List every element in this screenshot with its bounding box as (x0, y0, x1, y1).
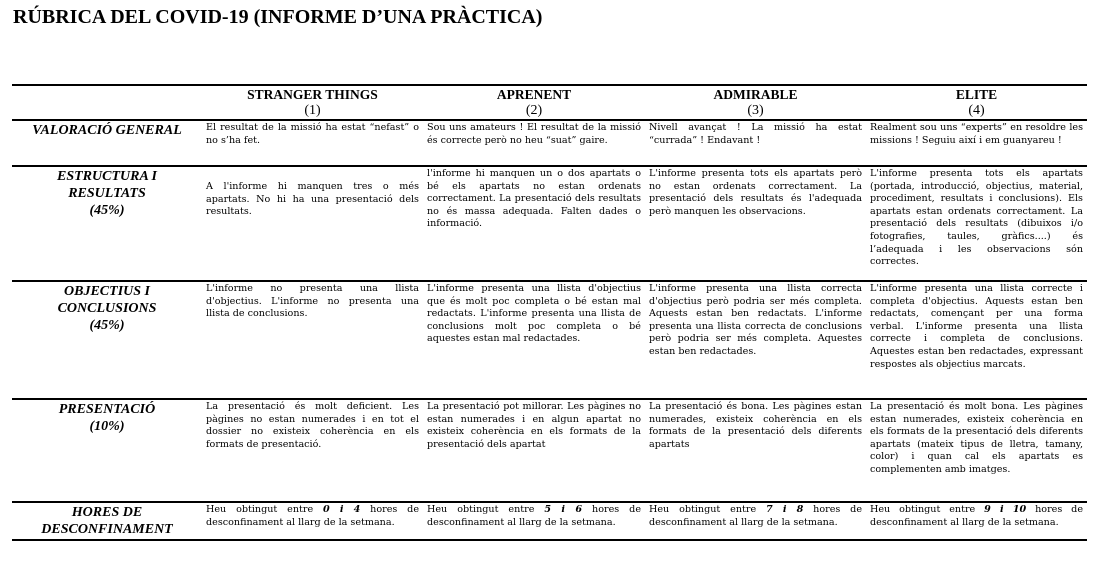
descriptor-cell: L'informe presenta tots els apartats (portada, introducció, objectius, material, procediment, resultats i conclusions). Els apartats estan ordenats correctament. La presentació dels resultats (dibuixos i/o fotografies, taules, gràfics....) és l’adequada i les observacions són correctes. (870, 168, 1083, 268)
descriptor-cell: L'informe presenta una llista correcte i completa d'objectius. Aquests estan ben redactats, començant per una forma verbal. L'informe presenta una llista correcte i completa de conclusions. Aquestes estan ben redactades, expressant respostes als objectius marcats. (870, 283, 1083, 370)
hours-cell (645, 502, 866, 540)
criterion-label: VALORACIÓ GENERAL (32, 123, 182, 138)
criterion-label: HORES DE (71, 505, 143, 520)
criterion-label: RESULTATS (68, 186, 146, 201)
hours-text: hores de desconfinament al llarg de la setmana. (206, 504, 420, 528)
descriptor-cell: L'informe no presenta una llista d'objectius. L'informe no presenta una llista de conclusions. (206, 283, 419, 320)
level-name: ADMIRABLE (713, 87, 798, 102)
descriptor-cell: L'informe presenta tots els apartats però no estan ordenats correctament. La presentació dels resultats és l'adequada però manquen les observacions. (649, 168, 862, 217)
descriptor-cell: El resultat de la missió ha estat “nefast” o no s’ha fet. (206, 122, 419, 146)
descriptor-cell: La presentació pot millorar. Les pàgines no estan numerades i en algun apartat no existeix coherència en els formats de la presentació dels apartat (427, 401, 641, 450)
descriptor-cell: La presentació és bona. Les pàgines estan numerades, existeix coherència en els formats de la presentació dels diferents apartats (649, 401, 862, 450)
hours-range: 9 i 10 (984, 504, 1027, 515)
rubric-row (12, 166, 1087, 281)
hours-text: Heu obtingut entre (427, 504, 545, 515)
descriptor-text: A l'informe hi manquen tres o més apartats. No hi ha una presentació dels resultats. (206, 181, 419, 218)
criterion-cell (12, 281, 202, 399)
descriptor-cell: L'informe presenta una llista correcta d'objectius però podria ser més completa. Aquests estan ben redactats. L'informe presenta una llista correcta de conclusions però podria ser més completa. Aquestes estan ben redactades. (649, 283, 862, 357)
header-row (12, 85, 1087, 120)
descriptor-cell: La presentació és molt bona. Les pàgines estan numerades, existeix coherència en els formats de la presentació dels diferents apartats (mateix tipus de lletra, tamany, color) i quan cal els apartats es complementen amb imatges. (870, 401, 1083, 475)
hours-text: hores de desconfinament al llarg de la setmana. (649, 504, 863, 528)
level-name: APRENENT (496, 87, 572, 102)
level-header (423, 85, 645, 120)
criterion-cell (12, 120, 202, 166)
level-score: (3) (747, 103, 764, 118)
hours-text: hores de desconfinament al llarg de la setmana. (427, 504, 641, 528)
hours-text: Heu obtingut entre (206, 504, 323, 515)
descriptor-cell: L'informe presenta una llista d'objectius que és molt poc completa o bé estan mal redactats. L'informe presenta una llista de conclusions molt poc completa o bé aquestes estan mal redactades. (427, 283, 641, 345)
criterion-weight: (45%) (89, 203, 125, 218)
hours-range: 0 i 4 (323, 504, 361, 515)
level-score: (2) (525, 103, 543, 118)
descriptor-cell: Nivell avançat ! La missió ha estat “currada” ! Endavant ! (649, 122, 862, 146)
criterion-label: DESCONFINAMENT (41, 522, 173, 537)
criterion-label: CONCLUSIONS (57, 301, 157, 316)
hours-cell (866, 502, 1087, 540)
criterion-cell (12, 399, 202, 502)
level-header (645, 85, 866, 120)
criterion-label: OBJECTIUS I (64, 284, 150, 299)
rubric-row (12, 399, 1087, 502)
hours-cell (202, 502, 423, 540)
hours-text: Heu obtingut entre (649, 504, 766, 515)
hours-cell (423, 502, 645, 540)
hours-text: Heu obtingut entre (870, 504, 985, 515)
level-header (866, 85, 1087, 120)
level-score: (1) (304, 103, 321, 118)
criterion-label: PRESENTACIÓ (58, 402, 156, 417)
level-header (202, 85, 423, 120)
descriptor-cell: Realment sou uns “experts” en resoldre les missions ! Seguiu així i em guanyareu ! (870, 122, 1083, 146)
level-score: (4) (968, 103, 985, 118)
descriptor-cell: l'informe hi manquen un o dos apartats o bé els apartats no estan ordenats correctament. La presentació dels resultats no és massa adequada. Falten dades o informació. (427, 168, 641, 230)
descriptor-cell: Sou uns amateurs ! El resultat de la missió és correcte però no heu “suat” gaire. (427, 122, 641, 146)
hours-range: 7 i 8 (766, 504, 804, 515)
criterion-weight: (45%) (89, 318, 125, 333)
rubric-row (12, 502, 1087, 540)
hours-text: hores de desconfinament al llarg de la setmana. (870, 504, 1084, 528)
criterion-weight: (10%) (89, 419, 125, 434)
rubric-row (12, 281, 1087, 399)
descriptor-cell (202, 166, 423, 281)
criterion-header (12, 85, 202, 120)
level-name: ELITE (955, 87, 998, 102)
criterion-label: ESTRUCTURA I (57, 169, 157, 184)
criterion-cell (12, 166, 202, 281)
rubric-row (12, 120, 1087, 166)
level-name: STRANGER THINGS (247, 87, 378, 102)
hours-range: 5 i 6 (544, 504, 583, 515)
rubric-table (12, 84, 1087, 541)
page-title: RÚBRICA DEL COVID-19 (INFORME D’UNA PRÀCTICA) (13, 6, 543, 28)
criterion-cell (12, 502, 202, 540)
descriptor-cell: La presentació és molt deficient. Les pàgines no estan numerades i en tot el dossier no existeix coherència en els formats de presentació. (206, 401, 419, 450)
